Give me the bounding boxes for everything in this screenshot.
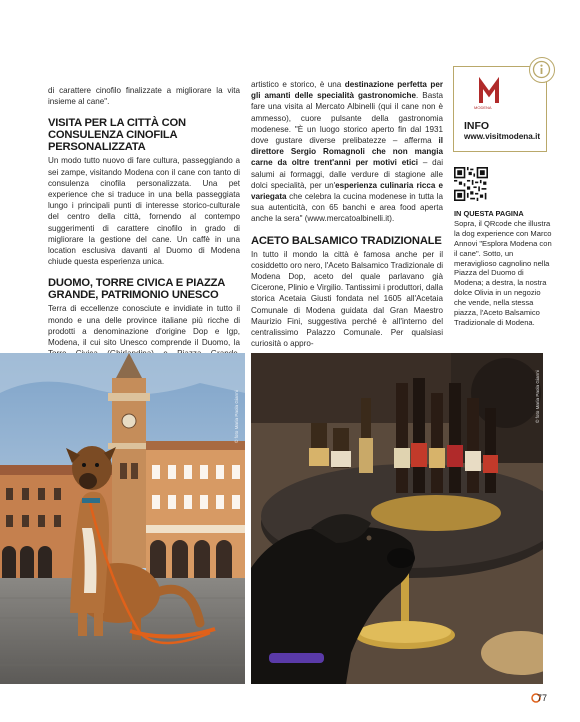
info-url[interactable]: www.visitmodena.it (464, 132, 541, 141)
paragraph-visita: Un modo tutto nuovo di fare cultura, passeggiando a sei zampe, visitando Modena con il cane con tanto di consulenza cinofila personalizzata. Una pet experience che si traduce in una bella passeggiata lungo i principali punti di interesse storico-culturale del centro della città, fornendo al contempo suggerimenti di carattere cinofilo in grado di migliorare la gestione del cane. Un caffè in una location esclusiva davanti al Duomo di Modena chiude questa esperienza unica. (48, 156, 240, 267)
text-column-left (48, 85, 240, 382)
text-column-right (251, 79, 443, 349)
photo-dog-balsamic-illustration (251, 353, 543, 684)
text-bold: esperienza culinaria ricca e variegata (251, 180, 443, 202)
text-run: – dai salumi ai formaggi, dalle verdure di stagione alle dolci specialità, per un' (251, 158, 443, 190)
qr-code-icon[interactable] (454, 167, 488, 201)
photo-dog-balsamic (251, 353, 543, 684)
brand-name: MODENA (474, 105, 492, 110)
info-icon (529, 57, 555, 83)
heading-visita: VISITA PER LA CITTÀ CON CONSULENZA CINOFILA PERSONALIZZATA (48, 117, 186, 154)
text-bold: il direttore Sergio Romagnoli che non mangia carne da oltre trent'anni per motivi etici (251, 136, 443, 168)
heading-duomo: DUOMO, TORRE CIVICA E PIAZZA GRANDE, PATRIMONIO UNESCO (48, 277, 225, 302)
caption-title: IN QUESTA PAGINA (454, 209, 524, 218)
caption-text: Sopra, il QRcode che illustra la dog experience con Marco Annovi "Esplora Modena con il cane". Sotto, un meraviglioso cagnolino nella Piazza del Duomo di Modena; a destra, la nostra dolce Olivia in un negozio che vende, nella stessa piazza, l'Aceto Balsamico Tradizionale di Modena. (454, 218, 552, 327)
paragraph-duomo: Terra di eccellenze conosciute e invidiate in tutto il mondo e una delle province italiane più ricche di prodotti a denominazione d'origine Dop e Igp, Modena, il cui sito Unesco comprende il Duomo, la (48, 304, 240, 348)
heading-aceto: ACETO BALSAMICO TRADIZIONALE (251, 234, 442, 247)
info-title: INFO (464, 120, 490, 132)
paragraph-intro: di carattere cinofilo finalizzate a migliorare la vita insieme al cane". (48, 86, 240, 107)
photo-dog-piazza (0, 353, 245, 684)
paragraph-aceto: In tutto il mondo la città è famosa anche per il cosiddetto oro nero, l'Aceto Balsamico Tradizionale di Modena Dop, aceto del quale parlavano già Cicerone, Plinio e Virgilio. Tantissimi i produttori, dalla storica Acetaia Giusti fondata nel 1605 all'Acetaia Comunale di Modena guidata dal Gran Maestro Maurizio Fini, suggestiva perché è all'interno del centralissimo Palazzo Comunale. Per qualsiasi curiosità o appro- (251, 249, 443, 349)
text-bold: destinazione perfetta per gli amanti delle specialità gastronomiche (251, 80, 443, 101)
paragraph-mercato (251, 79, 443, 225)
text-run: che celebra la cucina modenese in tutta la sua autenticità, con 65 banchi e area food aperta anche la sera" (www.mercatoalbinelli.it). (251, 192, 443, 224)
page-number: 77 (537, 693, 548, 703)
photo-credit-right: © foto Maria Paola Gianni (535, 370, 540, 423)
photo-dog-piazza-illustration (0, 353, 245, 684)
photo-credit-left: © foto Maria Paola Gianni (234, 390, 239, 443)
text-run: artistico e storico, è una (251, 80, 345, 89)
photo-caption (454, 209, 554, 328)
text-run: . Basta fare una visita al Mercato Albinelli (qui il cane non è ammesso), cuore pulsante della gastronomia modenese. "È un luogo storico aperto fin dal 1931 dove gustare diverse prelibatezze – afferma (251, 91, 443, 146)
